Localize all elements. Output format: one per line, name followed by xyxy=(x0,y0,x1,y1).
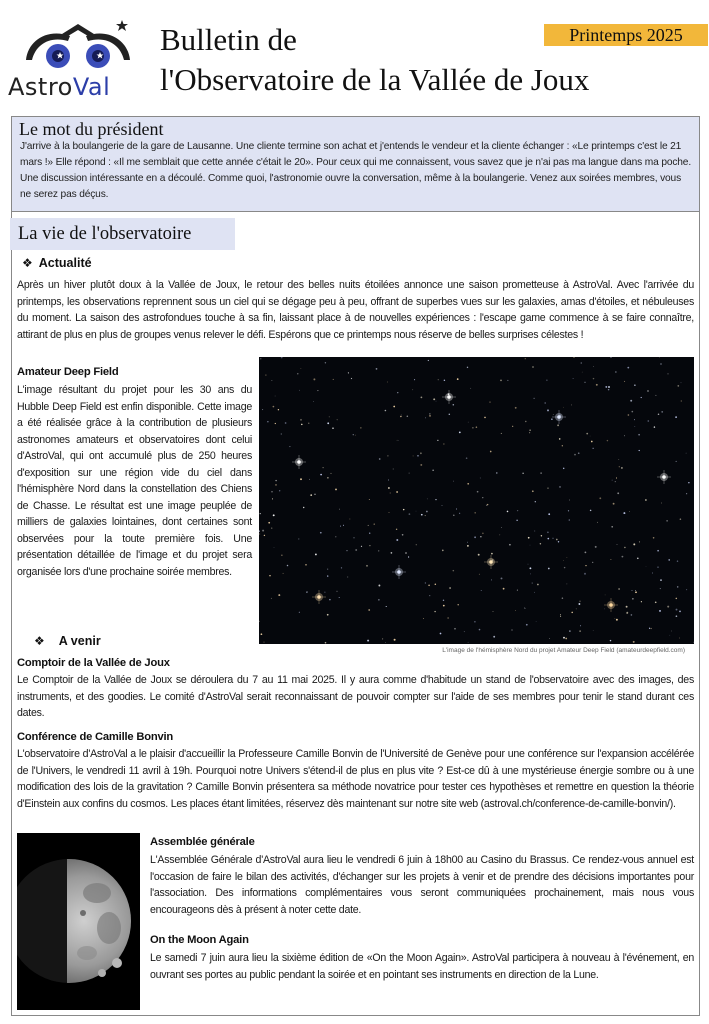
comptoir-heading: Comptoir de la Vallée de Joux xyxy=(17,657,170,669)
actualite-text: Après un hiver plutôt doux à la Vallée de Joux, le retour des belles nuits étoilées annonce une saison prometteuse à AstroVal. Avec l'arrivée du printemps, les observations reprennent sous un ciel qui se dégage peu à peu, offrant de superbes vues sur les galaxies, amas d'étoiles, et nébuleuses du moment. La saison des astrofondues touche à sa fin, laissant place à de nouvelles expériences : l'escape game commence à se faire connaître, attirant de plus en plus de groupes venus relever le défi. Espérons que ce printemps nous réserve de belles surprises célestes ! xyxy=(17,279,694,341)
season-badge: Printemps 2025 xyxy=(544,24,708,46)
logo-wordmark: AstroVal xyxy=(8,73,111,101)
conference-text: L'observatoire d'AstroVal a le plaisir d'accueillir la Professeure Camille Bonvin de l'Université de Genève pour une conférence sur l'expansion accélérée de l'Univers, le vendredi 11 avril à 19h. Pourquoi notre Univers s'étend-il de plus en plus vite ? Est-ce dû à une mystérieuse énergie sombre ou à une modification des lois de la gravitation ? Camille Bonvin présentera sa méthode novatrice pour tester ces hypothèses et remettre en question la théorie d'Einstein aux confins du cosmos. Les places étant limitées, réservez dès maintenant sur notre site web (astroval.ch/conference-de-camille-bonvin/). xyxy=(17,748,694,810)
president-heading: Le mot du président xyxy=(19,119,164,139)
title-line-2: l'Observatoire de la Vallée de Joux xyxy=(160,62,590,97)
moon-image xyxy=(17,833,140,1010)
diamond-bullet-icon: ❖ xyxy=(22,256,33,270)
president-text: J'arrive à la boulangerie de la gare de Lausanne. Une cliente termine son achat et j'entends le vendeur et la cliente échanger : «Le printemps c'est le 21 mars !» Elle répond : «Il me semblait que cette année c'était le 20». Pour ceux qui me connaissent, vous savez que je n'ai pas ma langue dans ma poche. Une discussion intéressante en a découlé. Comme quoi, l'astronomie ouvre la conversation, même à la boulangerie. Venez aux soirées membres, vous ne serez pas déçus. xyxy=(20,141,692,200)
deep-field-caption: L'image de l'hémisphère Nord du projet Amateur Deep Field (amateurdeepfield.com) xyxy=(442,647,685,654)
owl-logo-icon xyxy=(22,14,134,78)
comptoir-text: Le Comptoir de la Vallée de Joux se déroulera du 7 au 11 mai 2025. Il y aura comme d'habitude un stand de l'observatoire avec des images, des instruments, et des goodies. Le comité d'AstroVal serait reconnaissant de pouvoir compter sur l'aide de ses membres pour tenir le stand durant ces dates. xyxy=(17,674,694,719)
ag-heading: Assemblée générale xyxy=(150,836,255,848)
ag-text: L'Assemblée Générale d'AstroVal aura lieu le vendredi 6 juin à 18h00 au Casino du Brassus. Ce rendez-vous annuel est l'occasion de faire le bilan des activités, d'échanger sur les projets à venir et de prendre des décisions importantes pour l'association. Des informations complémentaires vous seront communiquées prochainement, mais nous vous encourageons dès à présent à noter cette date. xyxy=(150,854,694,916)
section-heading-vie: La vie de l'observatoire xyxy=(10,218,235,250)
president-box xyxy=(11,116,700,212)
moon-again-heading: On the Moon Again xyxy=(150,934,249,946)
a-venir-heading: ❖ A venir xyxy=(34,634,101,648)
diamond-bullet-icon: ❖ xyxy=(34,634,45,648)
actualite-heading: ❖ Actualité xyxy=(22,256,92,270)
astroval-logo xyxy=(8,10,150,102)
deep-field-heading: Amateur Deep Field xyxy=(17,366,119,378)
title-line-1: Bulletin de xyxy=(160,22,297,57)
conference-heading: Conférence de Camille Bonvin xyxy=(17,731,174,743)
deep-field-image xyxy=(259,357,694,644)
deep-field-text: L'image résultant du projet pour les 30 ans du Hubble Deep Field est enfin disponible. Cette image a été réalisée grâce à la contribution de plusieurs astronomes amateurs et observatoires dont celui d'AstroVal, qui ont accumulé plus de 250 heures d'exposition sur une région vide du ciel dans l'hémisphère Nord dans la constellation des Chiens de Chasse. Le résultat est une image peuplée de milliers de galaxies lointaines, dont certaines sont observées pour la toute première fois. Une présentation détaillée de l'image et du projet sera organisée lors d'une prochaine soirée membres. xyxy=(17,384,252,578)
page-title xyxy=(160,20,589,100)
moon-again-text: Le samedi 7 juin aura lieu la sixième édition de «On the Moon Again». AstroVal participera à nouveau à l'événement, en ouvrant ses portes au public pendant la soirée et en pointant ses instruments en direction de la Lune. xyxy=(150,952,694,981)
